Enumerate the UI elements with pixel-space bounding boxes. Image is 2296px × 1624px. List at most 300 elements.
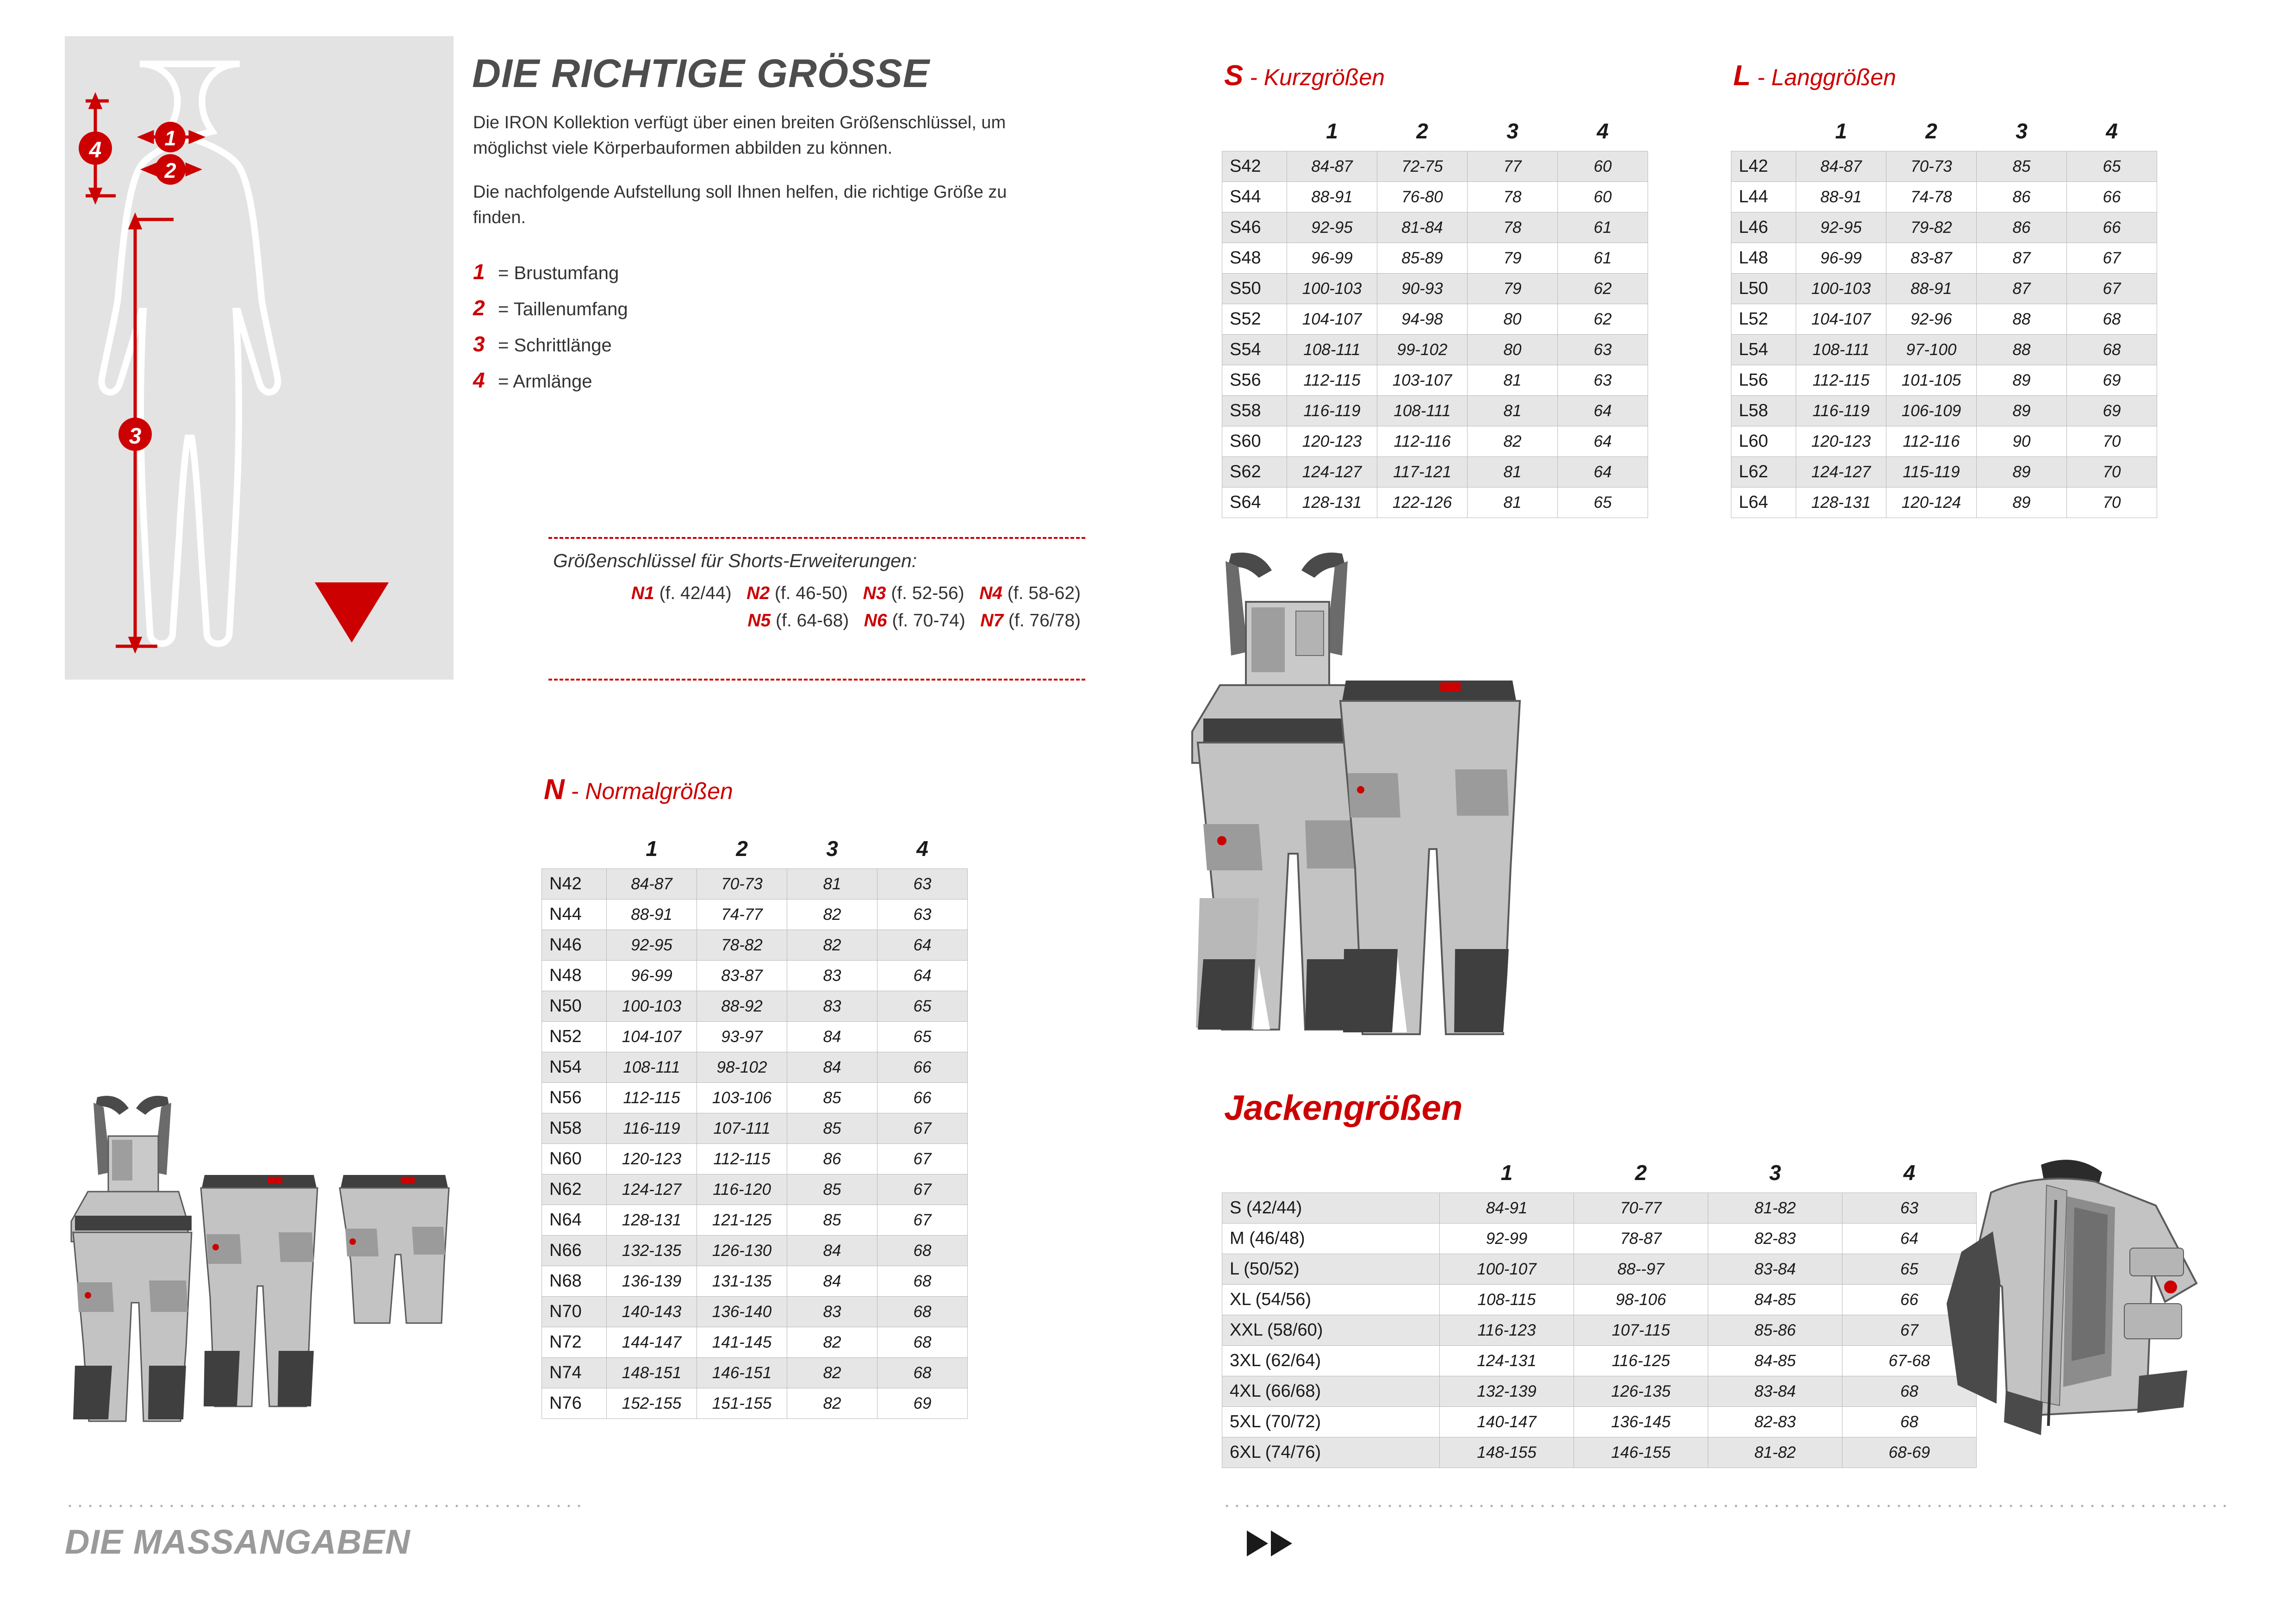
table-cell-value: 120-124 — [1886, 487, 1977, 518]
table-cell-value: 68 — [877, 1358, 968, 1388]
table-cell-value: 120-123 — [1287, 426, 1377, 457]
table-row — [1222, 1437, 1977, 1468]
table-body — [542, 869, 968, 1419]
table-row — [1222, 1315, 1977, 1346]
table-cell-size-label: L62 — [1731, 457, 1796, 487]
table-wrap-normal-sizes — [541, 833, 968, 1419]
table-cell-value: 98-102 — [697, 1052, 787, 1083]
table-row — [1222, 365, 1648, 396]
table-cell-value: 63 — [1558, 365, 1648, 396]
legend-item — [473, 295, 890, 320]
table-col-head-size — [1222, 1157, 1440, 1193]
table-cell-size-label: N56 — [542, 1083, 607, 1113]
table-header-row — [542, 833, 968, 869]
table-cell-value: 83-87 — [697, 961, 787, 991]
table-row — [1731, 396, 2157, 426]
table-cell-value: 61 — [1558, 243, 1648, 274]
table-cell-value: 101-105 — [1886, 365, 1977, 396]
table-cell-size-label: L64 — [1731, 487, 1796, 518]
table-cell-value: 100-103 — [607, 991, 697, 1022]
table-row — [542, 930, 968, 961]
table-cell-size-label: L44 — [1731, 182, 1796, 212]
table-row — [1731, 182, 2157, 212]
table-cell-size-label: XL (54/56) — [1222, 1285, 1440, 1315]
table-cell-value: 70 — [2067, 487, 2157, 518]
footer-label: DIE MASSANGABEN — [65, 1523, 411, 1561]
table-cell-size-label: N44 — [542, 899, 607, 930]
table-cell-value: 140-147 — [1440, 1407, 1574, 1437]
table-cell-value: 64 — [1558, 457, 1648, 487]
table-row — [1731, 304, 2157, 335]
legend-label: = Schrittlänge — [498, 335, 612, 356]
table-cell-value: 121-125 — [697, 1205, 787, 1236]
table-cell-value: 88-92 — [697, 991, 787, 1022]
table-cell-value: 131-135 — [697, 1266, 787, 1297]
table-row — [542, 1297, 968, 1327]
table-cell-value: 85 — [787, 1083, 877, 1113]
table-cell-value: 122-126 — [1377, 487, 1468, 518]
jacket-drawing — [1902, 1148, 2235, 1472]
table-cell-value: 82 — [787, 899, 877, 930]
shorts-range: (f. 76/78) — [1008, 610, 1081, 631]
table-cell-size-label: L48 — [1731, 243, 1796, 274]
table-cell-value: 152-155 — [607, 1388, 697, 1419]
svg-text:1: 1 — [164, 126, 176, 150]
table-cell-value: 146-155 — [1574, 1437, 1708, 1468]
shorts-key: N3 — [863, 583, 886, 603]
legend-item — [473, 331, 890, 356]
table-row — [1731, 457, 2157, 487]
table-cell-value: 88-91 — [1886, 274, 1977, 304]
table-cell-value: 108-111 — [1377, 396, 1468, 426]
table-cell-value: 144-147 — [607, 1327, 697, 1358]
table-cell-value: 92-95 — [607, 930, 697, 961]
table-cell-value: 70 — [2067, 426, 2157, 457]
table-cell-value: 88-91 — [607, 899, 697, 930]
shorts-range: (f. 46-50) — [774, 583, 848, 603]
table-row — [1222, 1285, 1977, 1315]
table-row — [542, 899, 968, 930]
table-row — [542, 991, 968, 1022]
measurement-legend — [473, 259, 890, 404]
table-cell-value: 103-106 — [697, 1083, 787, 1113]
table-cell-value: 64 — [877, 930, 968, 961]
table-cell-value: 104-107 — [607, 1022, 697, 1052]
intro-paragraph-1: Die IRON Kollektion verfügt über einen breiten Größenschlüssel, um möglichst viele Körperbauformen abbilden zu können. — [473, 113, 1006, 158]
table-cell-value: 70-73 — [1886, 151, 1977, 182]
table-cell-value: 96-99 — [607, 961, 697, 991]
table-cell-size-label: N74 — [542, 1358, 607, 1388]
table-row — [1222, 487, 1648, 518]
table-cell-value: 80 — [1468, 304, 1558, 335]
table-cell-value: 108-111 — [1796, 335, 1886, 365]
shorts-key: N1 — [631, 583, 654, 603]
table-cell-size-label: S56 — [1222, 365, 1287, 396]
table-cell-value: 60 — [1558, 182, 1648, 212]
table-cell-value: 88--97 — [1574, 1254, 1708, 1285]
table-cell-size-label: N58 — [542, 1113, 607, 1144]
table-cell-size-label: N46 — [542, 930, 607, 961]
table-cell-value: 87 — [1977, 274, 2067, 304]
table-col-head-4: 4 — [1842, 1157, 1977, 1193]
table-cell-size-label: S58 — [1222, 396, 1287, 426]
table-cell-value: 83-87 — [1886, 243, 1977, 274]
table-header-row — [1731, 116, 2157, 151]
table-cell-value: 151-155 — [697, 1388, 787, 1419]
table-cell-size-label: S54 — [1222, 335, 1287, 365]
table-cell-value: 83-84 — [1708, 1376, 1842, 1407]
table-cell-value: 112-115 — [697, 1144, 787, 1174]
table-row — [1222, 274, 1648, 304]
shorts-range: (f. 70-74) — [892, 610, 965, 631]
table-cell-value: 65 — [1558, 487, 1648, 518]
svg-text:3: 3 — [129, 424, 142, 449]
table-cell-value: 84-85 — [1708, 1346, 1842, 1376]
legend-item — [473, 368, 890, 393]
table-cell-value: 68 — [2067, 335, 2157, 365]
table-row — [1731, 487, 2157, 518]
table-cell-size-label: L46 — [1731, 212, 1796, 243]
legend-item — [473, 259, 890, 284]
table-cell-value: 92-95 — [1796, 212, 1886, 243]
table-cell-value: 128-131 — [1796, 487, 1886, 518]
table-col-head-1: 1 — [1440, 1157, 1574, 1193]
table-cell-value: 89 — [1977, 396, 2067, 426]
table-cell-value: 136-139 — [607, 1266, 697, 1297]
table-cell-value: 82 — [787, 930, 877, 961]
table-subtitle-L: - Langgrößen — [1750, 64, 1896, 90]
table-cell-value: 72-75 — [1377, 151, 1468, 182]
table-row — [1222, 1407, 1977, 1437]
table-cell-value: 81 — [1468, 365, 1558, 396]
table-cell-value: 64 — [1558, 426, 1648, 457]
table-cell-value: 67 — [877, 1113, 968, 1144]
table-cell-value: 88 — [1977, 304, 2067, 335]
table-cell-size-label: N66 — [542, 1236, 607, 1266]
table-cell-value: 104-107 — [1796, 304, 1886, 335]
table-row — [1222, 335, 1648, 365]
table-cell-value: 148-155 — [1440, 1437, 1574, 1468]
table-cell-size-label: S42 — [1222, 151, 1287, 182]
table-row — [1222, 304, 1648, 335]
table-col-head-size — [542, 833, 607, 869]
table-col-head-1: 1 — [1287, 116, 1377, 151]
table-cell-value: 96-99 — [1796, 243, 1886, 274]
table-cell-value: 92-95 — [1287, 212, 1377, 243]
table-cell-size-label: N54 — [542, 1052, 607, 1083]
table-wrap-short-sizes — [1222, 116, 1648, 518]
table-cell-value: 66 — [1842, 1285, 1977, 1315]
table-cell-value: 81 — [1468, 457, 1558, 487]
table-cell-size-label: N48 — [542, 961, 607, 991]
table-col-head-3: 3 — [1977, 116, 2067, 151]
table-cell-value: 67 — [877, 1205, 968, 1236]
table-cell-value: 74-78 — [1886, 182, 1977, 212]
table-cell-value: 116-120 — [697, 1174, 787, 1205]
table-row — [542, 1052, 968, 1083]
legend-label: = Taillenumfang — [498, 299, 628, 319]
table-cell-value: 89 — [1977, 365, 2067, 396]
table-cell-size-label: N72 — [542, 1327, 607, 1358]
shorts-key: N2 — [747, 583, 770, 603]
table-cell-value: 115-119 — [1886, 457, 1977, 487]
table-cell-value: 68 — [1842, 1407, 1977, 1437]
table-subtitle-S: - Kurzgrößen — [1243, 64, 1385, 90]
table-cell-value: 136-140 — [697, 1297, 787, 1327]
table-row — [1731, 426, 2157, 457]
table-cell-value: 100-107 — [1440, 1254, 1574, 1285]
double-arrow-icon — [1245, 1528, 1300, 1562]
table-cell-value: 88-91 — [1796, 182, 1886, 212]
table-row — [1222, 151, 1648, 182]
table-row — [1222, 426, 1648, 457]
table-cell-value: 89 — [1977, 487, 2067, 518]
table-cell-size-label: L50 — [1731, 274, 1796, 304]
table-row — [1731, 274, 2157, 304]
table-title-normal-sizes — [544, 773, 733, 806]
table-cell-value: 99-102 — [1377, 335, 1468, 365]
table-cell-value: 83-84 — [1708, 1254, 1842, 1285]
table-cell-value: 120-123 — [607, 1144, 697, 1174]
table-cell-value: 86 — [787, 1144, 877, 1174]
table-cell-value: 65 — [2067, 151, 2157, 182]
table-row — [1222, 457, 1648, 487]
table-cell-value: 140-143 — [607, 1297, 697, 1327]
table-cell-value: 106-109 — [1886, 396, 1977, 426]
table-cell-size-label: L54 — [1731, 335, 1796, 365]
table-row — [1222, 396, 1648, 426]
table-cell-value: 82 — [787, 1388, 877, 1419]
table-cell-value: 120-123 — [1796, 426, 1886, 457]
size-table-short — [1222, 116, 1648, 518]
table-cell-size-label: S52 — [1222, 304, 1287, 335]
legend-number: 3 — [473, 332, 485, 356]
table-cell-size-label: S60 — [1222, 426, 1287, 457]
table-cell-value: 92-99 — [1440, 1224, 1574, 1254]
table-row — [1222, 212, 1648, 243]
table-row — [1731, 335, 2157, 365]
table-cell-value: 116-119 — [1287, 396, 1377, 426]
table-row — [542, 1236, 968, 1266]
table-cell-value: 82 — [787, 1358, 877, 1388]
table-cell-value: 81-84 — [1377, 212, 1468, 243]
table-cell-size-label: S50 — [1222, 274, 1287, 304]
table-row — [1222, 182, 1648, 212]
table-cell-value: 68 — [877, 1236, 968, 1266]
table-cell-value: 68 — [877, 1266, 968, 1297]
table-cell-value: 108-111 — [1287, 335, 1377, 365]
table-cell-value: 84-87 — [1796, 151, 1886, 182]
size-table-jackets — [1222, 1157, 1977, 1468]
table-cell-value: 62 — [1558, 304, 1648, 335]
table-title-jacket-sizes: Jackengrößen — [1224, 1088, 1463, 1128]
table-cell-value: 64 — [1842, 1224, 1977, 1254]
table-cell-value: 63 — [1558, 335, 1648, 365]
table-cell-value: 88 — [1977, 335, 2067, 365]
table-row — [1731, 151, 2157, 182]
legend-label: = Armlänge — [498, 371, 592, 392]
table-cell-value: 67 — [2067, 274, 2157, 304]
footer-divider-left — [65, 1505, 585, 1507]
shorts-key-line-1 — [553, 580, 1081, 607]
table-cell-value: 63 — [877, 869, 968, 899]
table-cell-value: 84 — [787, 1266, 877, 1297]
table-cell-value: 124-131 — [1440, 1346, 1574, 1376]
table-row — [542, 1205, 968, 1236]
table-row — [542, 1358, 968, 1388]
table-cell-value: 112-115 — [1287, 365, 1377, 396]
table-title-short-sizes — [1224, 59, 1385, 92]
table-cell-value: 85 — [787, 1205, 877, 1236]
table-letter-N: N — [544, 774, 565, 806]
table-col-head-1: 1 — [607, 833, 697, 869]
table-row — [1222, 243, 1648, 274]
table-row — [542, 869, 968, 899]
table-cell-value: 70 — [2067, 457, 2157, 487]
table-cell-value: 86 — [1977, 212, 2067, 243]
table-row — [1222, 1193, 1977, 1224]
table-row — [542, 1144, 968, 1174]
shorts-range: (f. 58-62) — [1007, 583, 1081, 603]
table-cell-value: 108-115 — [1440, 1285, 1574, 1315]
table-cell-value: 66 — [2067, 182, 2157, 212]
table-cell-value: 70-73 — [697, 869, 787, 899]
table-cell-value: 85-86 — [1708, 1315, 1842, 1346]
table-cell-value: 76-80 — [1377, 182, 1468, 212]
table-cell-value: 68 — [877, 1327, 968, 1358]
table-title-long-sizes — [1733, 59, 1896, 92]
table-cell-value: 112-115 — [607, 1083, 697, 1113]
table-cell-value: 68 — [877, 1297, 968, 1327]
table-cell-value: 78 — [1468, 182, 1558, 212]
shorts-key-line-2 — [553, 607, 1081, 635]
table-cell-size-label: L (50/52) — [1222, 1254, 1440, 1285]
table-cell-size-label: N60 — [542, 1144, 607, 1174]
table-cell-value: 80 — [1468, 335, 1558, 365]
table-cell-value: 116-119 — [1796, 396, 1886, 426]
table-cell-value: 84 — [787, 1052, 877, 1083]
table-cell-value: 86 — [1977, 182, 2067, 212]
shorts-key-header: Größenschlüssel für Shorts-Erweiterungen: — [553, 550, 917, 571]
table-cell-value: 84 — [787, 1022, 877, 1052]
table-cell-value: 85 — [787, 1174, 877, 1205]
table-cell-value: 79-82 — [1886, 212, 1977, 243]
table-body — [1222, 151, 1648, 518]
size-table-normal — [541, 833, 968, 1419]
table-cell-value: 60 — [1558, 151, 1648, 182]
table-col-head-2: 2 — [1377, 116, 1468, 151]
table-cell-value: 82 — [1468, 426, 1558, 457]
table-cell-value: 90-93 — [1377, 274, 1468, 304]
table-cell-size-label: 6XL (74/76) — [1222, 1437, 1440, 1468]
footer-divider-right — [1222, 1505, 2231, 1507]
garment-group-drawing — [60, 1088, 523, 1528]
svg-text:2: 2 — [164, 159, 176, 182]
table-cell-value: 107-111 — [697, 1113, 787, 1144]
table-cell-value: 87 — [1977, 243, 2067, 274]
illustration-garment-group — [60, 1088, 523, 1530]
table-cell-value: 112-115 — [1796, 365, 1886, 396]
table-cell-value: 66 — [2067, 212, 2157, 243]
table-cell-size-label: S46 — [1222, 212, 1287, 243]
intro-paragraph-2: Die nachfolgende Aufstellung soll Ihnen helfen, die richtige Größe zu finden. — [473, 182, 1007, 228]
table-cell-value: 112-116 — [1886, 426, 1977, 457]
table-cell-value: 65 — [877, 1022, 968, 1052]
table-cell-value: 100-103 — [1796, 274, 1886, 304]
table-cell-value: 84-87 — [607, 869, 697, 899]
table-cell-value: 84-91 — [1440, 1193, 1574, 1224]
table-cell-value: 94-98 — [1377, 304, 1468, 335]
table-cell-value: 78-87 — [1574, 1224, 1708, 1254]
table-cell-value: 85 — [787, 1113, 877, 1144]
legend-number: 4 — [473, 368, 485, 392]
table-cell-value: 128-131 — [607, 1205, 697, 1236]
body-measurement-figure — [65, 36, 454, 680]
table-header-row — [1222, 1157, 1977, 1193]
table-cell-value: 68 — [2067, 304, 2157, 335]
table-cell-value: 93-97 — [697, 1022, 787, 1052]
table-cell-value: 66 — [877, 1052, 968, 1083]
table-cell-value: 124-127 — [607, 1174, 697, 1205]
table-col-head-2: 2 — [1574, 1157, 1708, 1193]
table-cell-value: 68 — [1842, 1376, 1977, 1407]
legend-label: = Brustumfang — [498, 263, 619, 283]
table-cell-value: 78 — [1468, 212, 1558, 243]
human-figure-diagram — [65, 36, 454, 680]
shorts-range: (f. 52-56) — [891, 583, 964, 603]
table-cell-value: 132-135 — [607, 1236, 697, 1266]
table-cell-size-label: N64 — [542, 1205, 607, 1236]
table-cell-value: 85 — [1977, 151, 2067, 182]
intro-text — [473, 110, 1042, 249]
table-row — [542, 1174, 968, 1205]
table-cell-value: 69 — [2067, 365, 2157, 396]
page-title: DIE RICHTIGE GRÖSSE — [472, 51, 930, 96]
table-cell-value: 98-106 — [1574, 1285, 1708, 1315]
table-cell-value: 64 — [1558, 396, 1648, 426]
table-cell-value: 82 — [787, 1327, 877, 1358]
table-cell-value: 136-145 — [1574, 1407, 1708, 1437]
size-table-long — [1731, 116, 2157, 518]
table-cell-size-label: M (46/48) — [1222, 1224, 1440, 1254]
illustration-jacket — [1902, 1148, 2235, 1474]
table-cell-value: 81-82 — [1708, 1437, 1842, 1468]
table-cell-value: 85-89 — [1377, 243, 1468, 274]
table-row — [542, 1266, 968, 1297]
table-cell-value: 124-127 — [1796, 457, 1886, 487]
table-row — [1222, 1346, 1977, 1376]
table-cell-value: 65 — [877, 991, 968, 1022]
table-cell-value: 124-127 — [1287, 457, 1377, 487]
table-cell-value: 100-103 — [1287, 274, 1377, 304]
table-cell-value: 89 — [1977, 457, 2067, 487]
table-cell-size-label: N68 — [542, 1266, 607, 1297]
table-cell-value: 79 — [1468, 274, 1558, 304]
table-cell-value: 74-77 — [697, 899, 787, 930]
table-col-head-size — [1222, 116, 1287, 151]
table-letter-L: L — [1733, 60, 1751, 92]
table-body — [1222, 1193, 1977, 1468]
table-cell-value: 96-99 — [1287, 243, 1377, 274]
table-col-head-size — [1731, 116, 1796, 151]
table-col-head-1: 1 — [1796, 116, 1886, 151]
table-cell-value: 128-131 — [1287, 487, 1377, 518]
shorts-key: N6 — [864, 610, 887, 631]
table-subtitle-N: - Normalgrößen — [564, 778, 733, 804]
table-row — [542, 1327, 968, 1358]
table-cell-value: 141-145 — [697, 1327, 787, 1358]
table-cell-value: 103-107 — [1377, 365, 1468, 396]
